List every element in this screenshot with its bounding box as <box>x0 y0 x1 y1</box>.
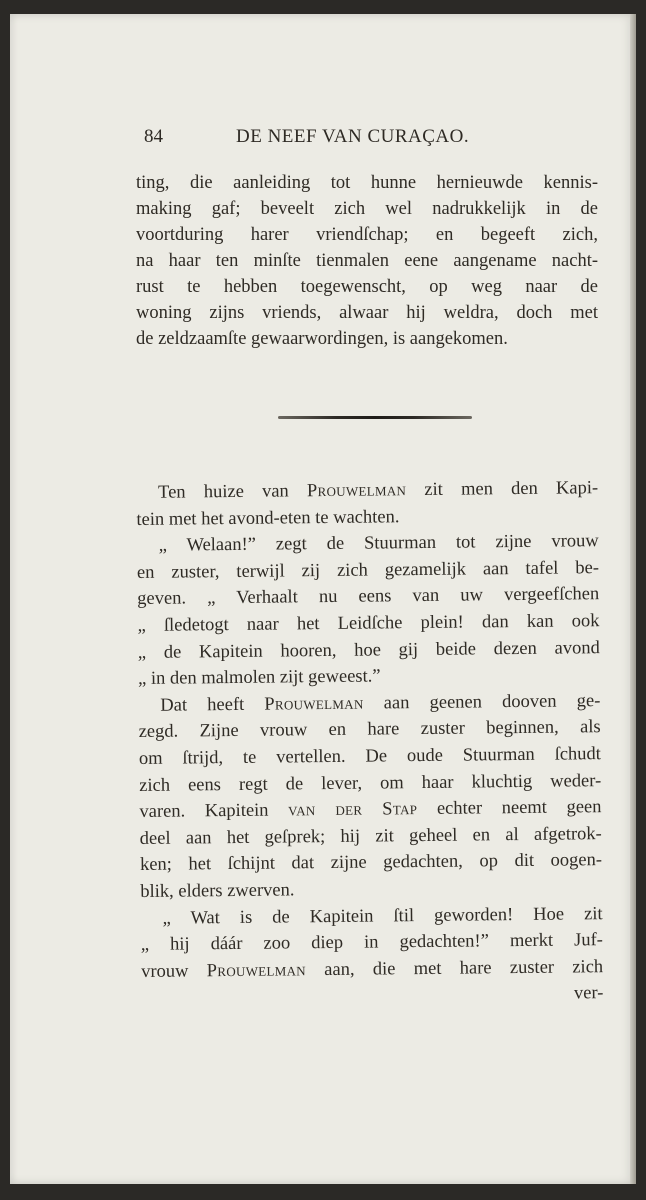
section-divider-rule <box>278 416 472 419</box>
text-line: „ Welaan!” zegt de Stuurman tot zijne vrouw <box>158 531 599 556</box>
text-line: rust te hebben toegewenscht, op weg naar de <box>136 277 598 297</box>
character-name: Prouwelman <box>264 693 364 715</box>
text-line: „ Wat is de Kapitein ſtil geworden! Hoe zit <box>162 903 603 929</box>
text-line: Dat heeft Prouwelman aan geenen dooven ge- <box>160 690 601 716</box>
character-name: van der Stap <box>288 799 418 821</box>
text-line: geven. „ Verhaalt nu eens van uw vergeefſchen <box>137 584 600 610</box>
new-section <box>136 475 604 1012</box>
text-line: „ hij dáár zoo diep in gedachten!” merkt Juf- <box>140 930 603 956</box>
text-line: zegd. Zijne vrouw en hare zuster beginnen, als <box>138 717 601 743</box>
book-page <box>10 14 636 1184</box>
text-line: „ ſledetogt naar het Leidſche plein! dan kan ook <box>137 611 600 636</box>
text-line: zich eens regt de lever, om haar kluchtig weder- <box>139 770 602 796</box>
text-line: ken; het ſchijnt dat zijne gedachten, op dit oogen- <box>139 850 603 876</box>
text-line: blik, elders zwerven. <box>140 880 295 902</box>
page-number: 84 <box>144 126 163 147</box>
character-name: Prouwelman <box>206 959 307 981</box>
text-line: „ de Kapitein hooren, hoe gij beide dezen avond <box>137 637 600 663</box>
text-line: en zuster, terwijl zij zich gezamelijk aan tafel be- <box>136 557 600 583</box>
text-line: om ſtrijd, te vertellen. De oude Stuurman ſchudt <box>138 744 602 769</box>
catchword: ver- <box>573 983 604 1004</box>
text-line: de zeldzaamſte gewaarwordingen, is aangekomen. <box>136 329 508 349</box>
text-line: Ten huize van Prouwelman zit men den Kapi- <box>158 478 599 503</box>
text-line: woning zijns vriends, alwaar hij weldra, doch met <box>136 303 598 323</box>
text-line: deel aan het geſprek; hij zit geheel en al afgetrok- <box>139 823 602 849</box>
character-name: Prouwelman <box>306 480 407 502</box>
text-line: ting, die aanleiding tot hunne hernieuwde kennis- <box>136 173 598 193</box>
text-line: varen. Kapitein van der Stap echter neemt geen <box>139 797 602 823</box>
text-line: tein met het avond-eten te wachten. <box>136 506 400 530</box>
text-line: making gaf; beveelt zich wel nadrukkelijk in de <box>136 199 598 219</box>
text-line: na haar ten minſte tienmalen eene aangename nacht- <box>136 251 598 271</box>
running-title: DE NEEF VAN CURAÇAO. <box>236 126 470 147</box>
text-line: vrouw Prouwelman aan, die met hare zuster zich <box>141 956 604 982</box>
text-line: „ in den malmolen zijt geweest.” <box>137 666 381 690</box>
text-line: voortduring harer vriendſchap; en begeeft zich, <box>136 225 598 245</box>
paragraph-continuation <box>136 170 598 352</box>
page-spine-shadow <box>630 14 636 1184</box>
